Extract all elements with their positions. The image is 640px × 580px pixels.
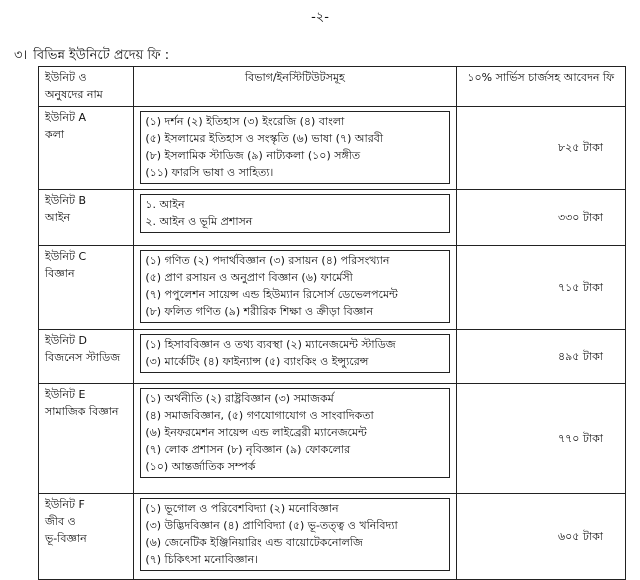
department-line: (১০) আন্তর্জাতিক সম্পর্ক <box>145 460 256 473</box>
header-unit-line: অনুষদের নাম <box>45 88 103 101</box>
section-heading <box>14 46 169 67</box>
department-line: (৫) ইসলামের ইতিহাস ও সংস্কৃতি (৬) ভাষা (৭) আরবী <box>145 132 384 145</box>
unit-code: ইউনিট E <box>45 388 86 401</box>
unit-cell <box>39 330 134 384</box>
unit-code: ইউনিট B <box>45 194 87 207</box>
department-line: (১১) ফারসি ভাষা ও সাহিত্য। <box>145 166 274 179</box>
department-line: (৭) পপুলেশন সায়েন্স এন্ড হিউম্যান রিসোর্স ডেভেলপমেন্ট <box>145 288 398 301</box>
table-row <box>39 330 626 384</box>
department-line: ১. আইন <box>145 198 185 211</box>
page-number: -২- <box>311 10 329 25</box>
table-row <box>39 494 626 580</box>
faculty-name: জীব ও <box>45 515 76 528</box>
department-line: (১) দর্শন (২) ইতিহাস (৩) ইংরেজি (৪) বাংলা <box>145 115 345 128</box>
department-line: (৮) ইসলামিক স্টাডিজ (৯) নাট্যকলা (১০) সঙ্গীত <box>145 149 361 162</box>
department-line: (১) গণিত (২) পদার্থবিজ্ঞান (৩) রসায়ন (৪) পরিসংখ্যান <box>145 254 390 267</box>
departments-box <box>140 194 449 233</box>
header-departments: বিভাগ/ইনস্টিটিউটসমূহ <box>134 67 456 107</box>
departments-cell <box>134 246 456 330</box>
department-line: ২. আইন ও ভূমি প্রশাসন <box>145 215 253 228</box>
department-line: (৭) চিকিৎসা মনোবিজ্ঞান। <box>145 553 259 566</box>
table-row <box>39 107 626 190</box>
header-unit <box>39 67 134 107</box>
table-row <box>39 384 626 494</box>
department-line: (৬) ইনফরমেশন সায়েন্স এন্ড লাইব্রেরী ম্যানেজমেন্ট <box>145 426 367 439</box>
section-number: ৩। <box>14 48 28 63</box>
table-row <box>39 246 626 330</box>
fee-cell: ৬০৫ টাকা <box>456 494 626 580</box>
department-line: (৩) মার্কেটিং (৪) ফাইন্যান্স (৫) ব্যাংকিং ও ইন্স্যুরেন্স <box>145 355 369 368</box>
unit-code: ইউনিট F <box>45 498 85 511</box>
table-row <box>39 190 626 246</box>
unit-code: ইউনিট A <box>45 111 87 124</box>
department-line: (১) হিসাববিজ্ঞান ও তথ্য ব্যবস্থা (২) ম্যানেজমেন্ট স্টাডিজ <box>145 338 396 351</box>
faculty-name: কলা <box>45 128 65 141</box>
unit-code: ইউনিট D <box>45 334 87 347</box>
department-line: (৬) জেনেটিক ইঞ্জিনিয়ারিং এন্ড বায়োটেকনোলজি <box>145 536 363 549</box>
departments-cell <box>134 107 456 190</box>
department-line: (১) ভূগোল ও পরিবেশবিদ্যা (২) মনোবিজ্ঞান <box>145 502 339 515</box>
department-line: (৪) সমাজবিজ্ঞান, (৫) গণযোগাযোগ ও সাংবাদিকতা <box>145 409 374 422</box>
header-fee: ১০% সার্ভিস চার্জসহ আবেদন ফি <box>456 67 626 107</box>
fee-cell: ৮২৫ টাকা <box>456 107 626 190</box>
departments-cell <box>134 384 456 494</box>
fee-cell: ৭৭০ টাকা <box>456 384 626 494</box>
fee-cell: ৭১৫ টাকা <box>456 246 626 330</box>
departments-box <box>140 388 449 478</box>
faculty-name: সামাজিক বিজ্ঞান <box>45 405 119 418</box>
faculty-name: বিজনেস স্টাডিজ <box>45 351 121 364</box>
departments-cell <box>134 330 456 384</box>
unit-code: ইউনিট C <box>45 250 87 263</box>
departments-box <box>140 111 449 184</box>
faculty-name: বিজ্ঞান <box>45 267 75 280</box>
header-unit-line: ইউনিট ও <box>45 71 87 84</box>
department-line: (১) অর্থনীতি (২) রাষ্ট্রবিজ্ঞান (৩) সমাজকর্ম <box>145 392 334 405</box>
departments-box <box>140 498 449 571</box>
departments-cell <box>134 190 456 246</box>
unit-cell <box>39 107 134 190</box>
unit-cell <box>39 494 134 580</box>
departments-cell <box>134 494 456 580</box>
unit-cell <box>39 190 134 246</box>
section-title: বিভিন্ন ইউনিটে প্রদেয় ফি : <box>33 48 170 63</box>
table-header-row <box>39 67 626 107</box>
department-line: (৮) ফলিত গণিত (৯) শরীরিক শিক্ষা ও ক্রীড়া বিজ্ঞান <box>145 305 374 318</box>
fee-cell: ৩৩০ টাকা <box>456 190 626 246</box>
department-line: (৩) উদ্ভিদবিজ্ঞান (৪) প্রাণিবিদ্যা (৫) ভূ-তত্ত্ব ও খনিবিদ্যা <box>145 519 398 532</box>
fee-table <box>38 66 626 580</box>
department-line: (৫) প্রাণ রসায়ন ও অনুপ্রাণ বিজ্ঞান (৬) ফার্মেসী <box>145 271 353 284</box>
faculty-name: আইন <box>45 211 71 224</box>
departments-box <box>140 250 449 323</box>
fee-cell: ৪৯৫ টাকা <box>456 330 626 384</box>
department-line: (৭) লোক প্রশাসন (৮) নৃবিজ্ঞান (৯) ফোকলোর <box>145 443 351 456</box>
departments-box <box>140 334 449 373</box>
unit-cell <box>39 384 134 494</box>
unit-cell <box>39 246 134 330</box>
faculty-name: ভূ-বিজ্ঞান <box>45 532 87 545</box>
